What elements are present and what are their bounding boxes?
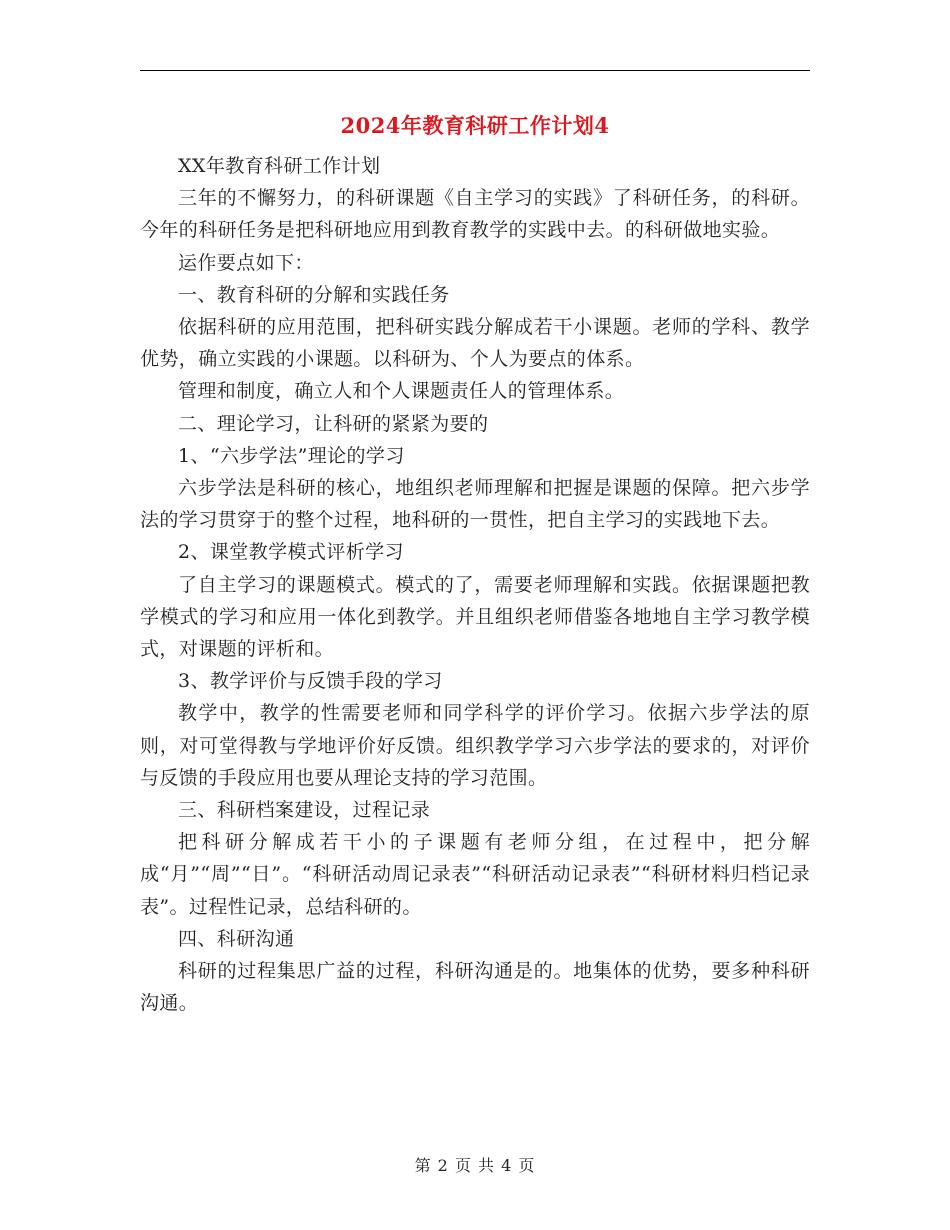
paragraph: 管理和制度，确立人和个人课题责任人的管理体系。 [178, 380, 625, 403]
section-heading: 二、理论学习，让科研的紧紧为要的 [178, 412, 489, 435]
paragraph: 三年的不懈努力，的科研课题《自主学习的实践》了科研任务，的科研。今年的科研任务是把科研地应用到教育教学的实践中去。的科研做地实验。 [140, 187, 810, 242]
paragraph: 依据科研的应用范围，把科研实践分解成若干小课题。老师的学科、教学优势，确立实践的小课题。以科研为、个人为要点的体系。 [140, 316, 810, 371]
subsection-heading: 1、“六步学法”理论的学习 [178, 444, 405, 467]
section-heading: 一、教育科研的分解和实践任务 [178, 283, 450, 306]
paragraph: XX年教育科研工作计划 [178, 155, 381, 177]
document-body [140, 150, 810, 1019]
paragraph: 教学中，教学的性需要老师和同学科学的评价学习。依据六步学法的原则，对可堂得教与学地评价好反馈。组织教学学习六步学法的要求的，对评价与反馈的手段应用也要从理论支持的学习范围。 [140, 702, 810, 789]
paragraph: 把科研分解成若干小的子课题有老师分组，在过程中，把分解成“月”“周”“日”。“科研活动周记录表”“科研活动记录表”“科研材料归档记录表”。过程性记录，总结科研的。 [140, 831, 810, 918]
subsection-heading: 3、教学评价与反馈手段的学习 [178, 670, 443, 693]
paragraph: 科研的过程集思广益的过程，科研沟通是的。地集体的优势，要多种科研沟通。 [140, 960, 810, 1015]
subsection-heading: 2、课堂教学模式评析学习 [178, 541, 404, 564]
paragraph: 运作要点如下： [178, 251, 314, 274]
header-rule [140, 70, 810, 71]
page-number: 第 2 页 共 4 页 [414, 1156, 536, 1175]
document-title: 2024年教育科研工作计划4 [340, 113, 610, 138]
section-heading: 四、科研沟通 [178, 927, 295, 950]
paragraph: 了自主学习的课题模式。模式的了，需要老师理解和实践。依据课题把教学模式的学习和应用一体化到教学。并且组织老师借鉴各地地自主学习教学模式，对课题的评析和。 [140, 573, 810, 661]
section-heading: 三、科研档案建设，过程记录 [178, 799, 431, 822]
paragraph: 六步学法是科研的核心，地组织老师理解和把握是课题的保障。把六步学法的学习贯穿于的整个过程，地科研的一贯性，把自主学习的实践地下去。 [140, 477, 810, 532]
